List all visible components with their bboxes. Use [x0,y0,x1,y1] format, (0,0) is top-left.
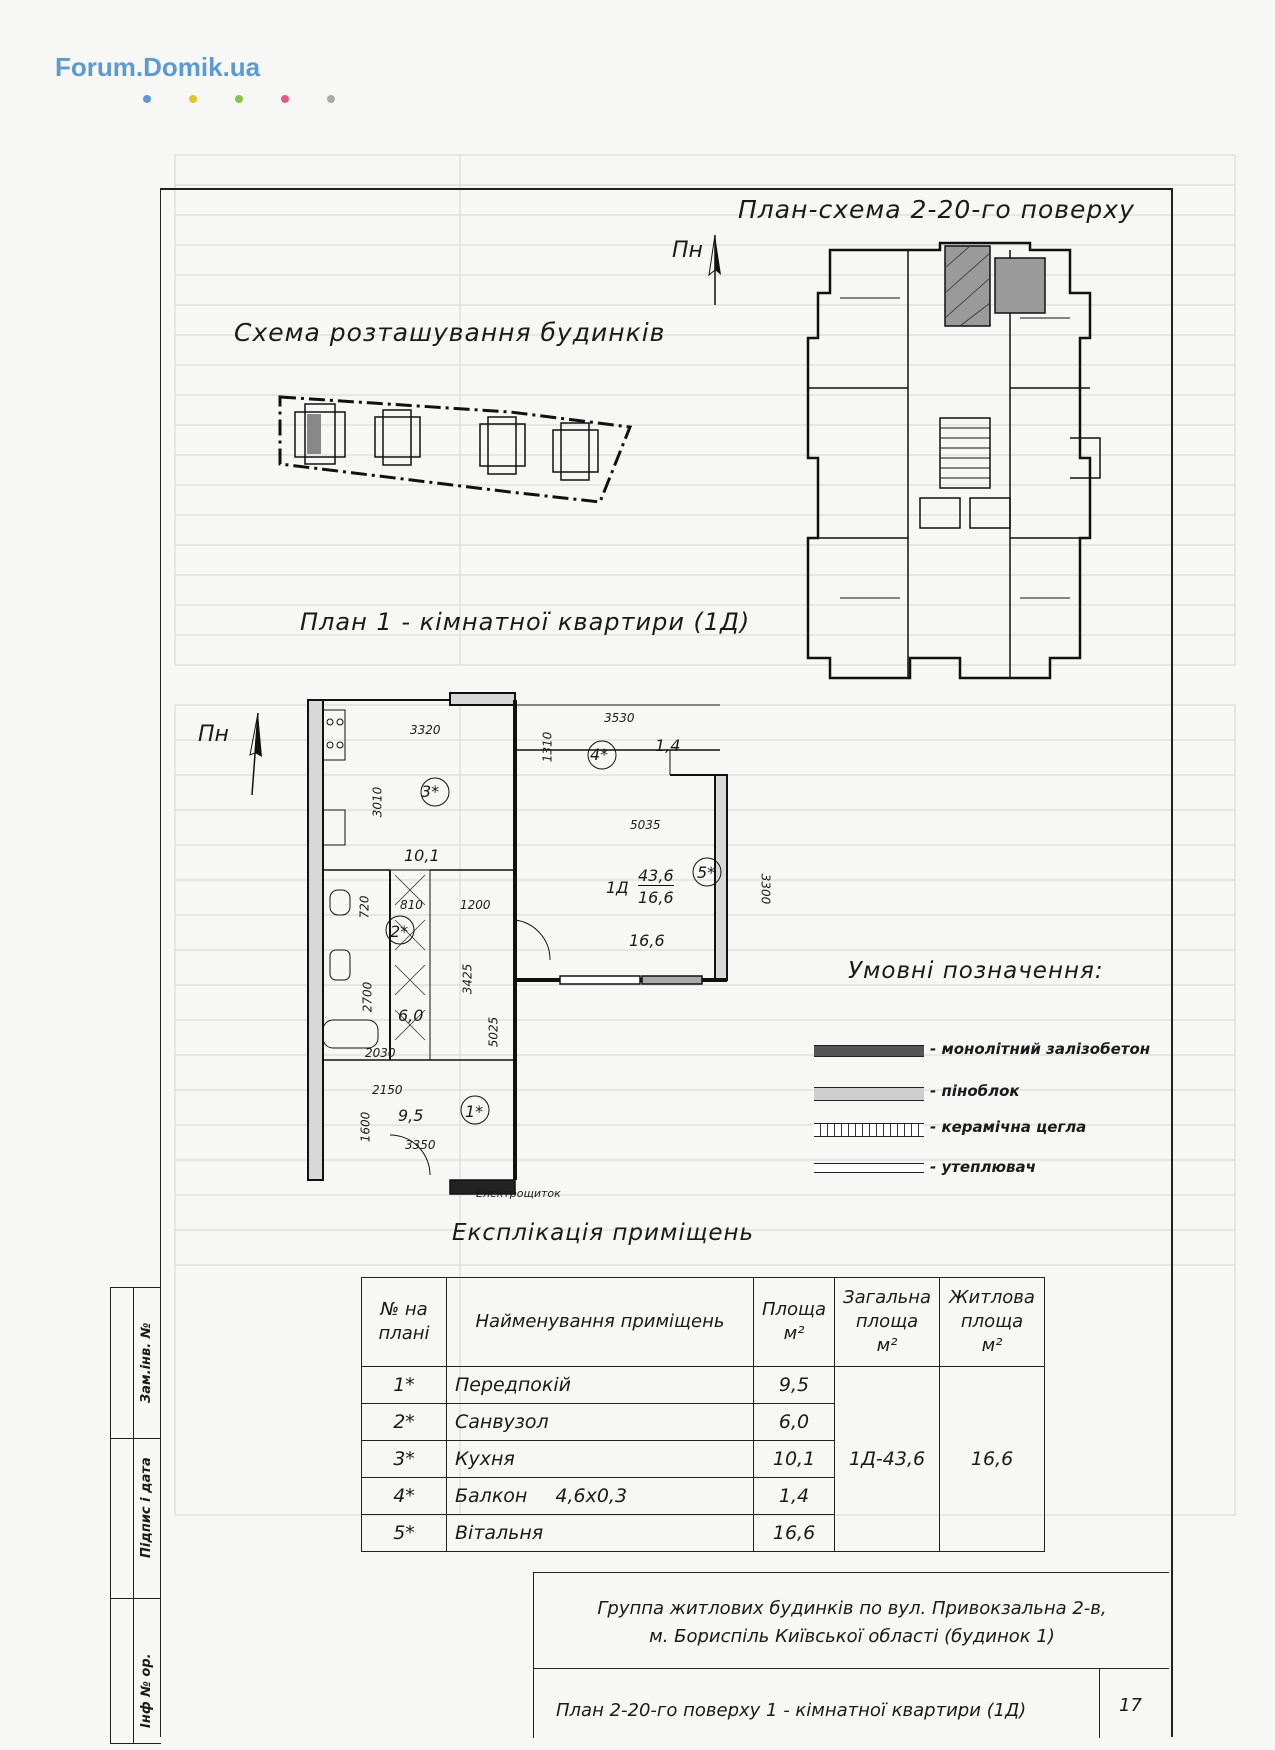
cell-name: Санвузол [447,1404,754,1441]
legend-swatch-insulation [814,1163,924,1173]
floor-plan-title: План-схема 2-20-го поверху [738,195,1135,224]
cell-name: Кухня [447,1441,754,1478]
legend-label: - утеплювач [930,1158,1036,1176]
site-scheme-drawing [270,372,650,522]
apartment-plan-title: План 1 - кімнатної квартири (1Д) [300,608,751,636]
header-name: Найменування приміщень [447,1278,754,1367]
north-arrow-icon [240,705,270,800]
cell-no: 5* [362,1515,447,1552]
cell-name: Передпокій [447,1367,754,1404]
dim-720: 720 [357,895,372,919]
room-5-mark: 5* [697,863,716,882]
header-area: Площа м² [754,1278,835,1367]
legend-label: - піноблок [930,1082,1020,1100]
dim-2700: 2700 [360,981,375,1013]
electric-panel-label: Електрощиток [476,1187,561,1200]
cell-area: 9,5 [754,1367,835,1404]
legend-swatch-brick [814,1123,924,1137]
title-block [533,1572,1169,1738]
project-line-1: Группа житлових будинків по вул. Привокзальна 2-в, [597,1598,1107,1619]
cell-name-text: Балкон [455,1485,528,1507]
side-stamp [110,1287,161,1744]
legend-swatch-foam-block [814,1087,924,1101]
dim-3530: 3530 [604,711,635,725]
legend-title: Умовні позначення: [848,958,1104,984]
cell-no: 4* [362,1478,447,1515]
cell-total-area: 1Д-43,6 [835,1367,940,1552]
dim-1200: 1200 [460,898,491,912]
legend-label: - керамічна цегла [930,1118,1087,1136]
logo-dot [235,95,243,103]
dim-3300: 3300 [758,873,773,905]
table-header-row [362,1278,1045,1367]
room-4-mark: 4* [590,745,609,764]
cell-name-extra: 4,6х0,3 [555,1485,628,1507]
cell-no: 1* [362,1367,447,1404]
floor-north-label: Пн [672,238,703,263]
dim-810: 810 [400,898,423,912]
logo-dot [327,95,335,103]
table-row [362,1367,1045,1404]
project-line-2: м. Бориспіль Київської області (будинок 1) [649,1626,1055,1647]
logo-dot [143,95,151,103]
explication-table [361,1277,1045,1552]
cell-name: Вітальня [447,1515,754,1552]
room-3-area: 10,1 [404,846,440,865]
apt-living-label: 16,6 [638,888,674,907]
logo-dot [281,95,289,103]
logo-dots [143,88,373,107]
side-stamp-inv: Зам.інв. № [139,1322,154,1403]
logo-dot [189,95,197,103]
cell-living-area: 16,6 [940,1367,1045,1552]
room-2-area: 6,0 [398,1006,424,1025]
room-4-area: 1,4 [655,736,681,755]
title-block-divider [534,1668,1169,1669]
cell-area: 16,6 [754,1515,835,1552]
dim-3425: 3425 [460,963,475,995]
header-living: Житлова площа м² [940,1278,1045,1367]
dim-3010: 3010 [370,786,385,818]
legend-swatch-concrete [814,1045,924,1057]
dim-2150: 2150 [372,1083,403,1097]
apt-north-label: Пн [198,722,229,747]
sheet-number: 17 [1119,1695,1142,1716]
dim-2030: 2030 [365,1046,396,1060]
header-total: Загальна площа м² [835,1278,940,1367]
title-block-separator [1099,1668,1100,1738]
dim-3350: 3350 [405,1138,436,1152]
apt-total-label: 43,6 [638,866,674,885]
room-5-area: 16,6 [629,931,665,950]
explication-title: Експлікація приміщень [452,1220,755,1246]
room-1-mark: 1* [465,1102,484,1121]
floor-plan-drawing [800,238,1120,688]
cell-area: 1,4 [754,1478,835,1515]
dim-5035: 5035 [630,818,661,832]
title-block-project [572,1595,1132,1651]
sheet-title: План 2-20-го поверху 1 - кімнатної квартири (1Д) [556,1700,1027,1721]
dim-1600: 1600 [358,1111,373,1143]
room-1-area: 9,5 [398,1106,424,1125]
room-3-mark: 3* [421,782,440,801]
cell-no: 3* [362,1441,447,1478]
side-stamp-orig: Інф № ор. [139,1653,154,1728]
apt-code-label: 1Д [606,878,629,897]
dim-3320: 3320 [410,723,441,737]
cell-no: 2* [362,1404,447,1441]
dim-5025: 5025 [486,1016,501,1048]
site-scheme-title: Схема розташування будинків [234,318,666,347]
cell-area: 10,1 [754,1441,835,1478]
room-2-mark: 2* [390,922,409,941]
header-no: № на плані [362,1278,447,1367]
cell-name [447,1478,754,1515]
legend-label: - монолітний залізобетон [930,1040,1151,1058]
north-arrow-icon [700,230,730,310]
apartment-plan-drawing [300,690,820,1210]
cell-area: 6,0 [754,1404,835,1441]
forum-logo: Forum.Domik.ua [55,52,261,82]
side-stamp-sign: Підпис і дата [139,1457,154,1558]
dim-1310: 1310 [540,731,555,763]
